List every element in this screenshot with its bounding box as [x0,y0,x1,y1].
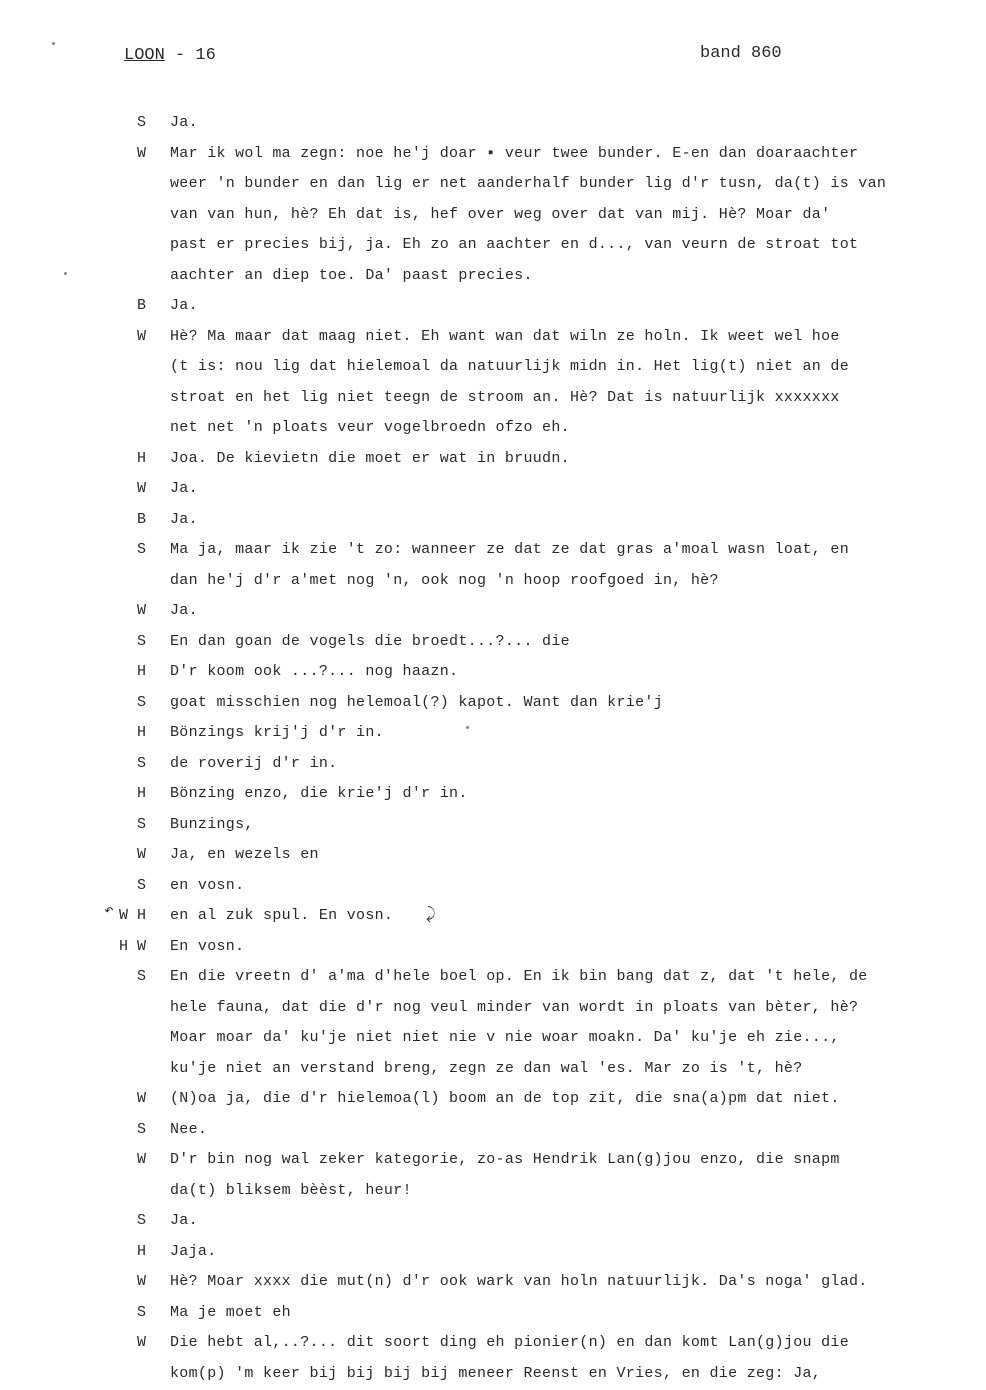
transcript-line [0,1237,986,1268]
transcript-line [0,993,986,1024]
speaker-label: S [136,1303,146,1321]
speaker-label: S [136,1212,146,1229]
utterance-text: En vosn. [170,937,245,955]
transcript-line [0,169,986,200]
utterance-text: Ma je moet eh [170,1303,291,1321]
utterance-text: net net 'n ploats veur vogelbroedn ofzo eh. [170,419,570,436]
transcript-line [0,749,986,780]
document-code: LOON [124,46,165,65]
tape-number: band 860 [700,44,782,63]
transcript-line [0,718,986,749]
transcript-line [0,810,986,841]
utterance-text: weer 'n bunder en dan lig er net aanderhalf bunder lig d'r tusn, da(t) is van [170,175,887,192]
transcript-line [0,139,986,170]
utterance-text: (N)oa ja, die d'r hielemoa(l) boom an de top zit, die sna(a)pm dat niet. [170,1090,840,1107]
speaker-label: W [136,602,146,619]
utterance-text: stroat en het lig niet teegn de stroom an. Hè? Dat is natuurlijk xxxxxxx [170,388,840,406]
transcript [0,108,986,1389]
transcript-line [0,627,986,658]
transcript-line [0,108,986,139]
speaker-label: S [136,876,146,894]
page-header-left [124,46,216,65]
transcript-line [0,322,986,353]
utterance-text: En die vreetn d' a'ma d'hele boel op. En ik bin bang dat z, dat 't hele, de [170,968,868,985]
speaker-label: H [136,724,146,741]
transcript-line [0,535,986,566]
transcript-line [0,566,986,597]
utterance-text: past er precies bij, ja. Eh zo an aachter en d..., van veurn de stroat tot [170,236,859,253]
transcript-line [0,1176,986,1207]
transcript-line [0,596,986,627]
speaker-label: H [136,449,146,467]
utterance-text: aachter an diep toe. Da' paast precies. [170,266,533,284]
speaker-label: W [136,144,146,162]
transcript-line [0,230,986,261]
transcript-line [0,1206,986,1237]
speaker-label: H [136,1242,146,1260]
transcript-line [0,1084,986,1115]
utterance-text: Nee. [170,1120,208,1138]
transcript-line [0,688,986,719]
transcript-line [0,840,986,871]
utterance-text: dan he'j d'r a'met nog 'n, ook nog 'n hoop roofgoed in, hè? [170,571,719,589]
transcript-line [0,200,986,231]
speaker-label: H [136,785,146,802]
speaker-label: W [136,327,146,345]
speaker-label: S [136,1120,146,1138]
transcript-line [0,779,986,810]
utterance-text: (t is: nou lig dat hielemoal da natuurlijk midn in. Het lig(t) niet an de [170,358,850,375]
utterance-text: Ja. [170,297,198,314]
speaker-label: S [136,968,146,985]
transcript-line [0,1054,986,1085]
utterance-text: en vosn. [170,876,245,894]
transcript-line [0,352,986,383]
utterance-text: Joa. De kievietn die moet er wat in bruudn. [170,449,570,467]
utterance-text: En dan goan de vogels die broedt...?... die [170,632,570,650]
speaker-label: B [136,297,146,314]
curved-arrow-left-icon: ↶ [104,902,114,920]
utterance-text: Jaja. [170,1242,217,1260]
speaker-label: W H [118,907,146,924]
transcript-line [0,962,986,993]
transcript-line [0,1298,986,1329]
page-number: - 16 [175,46,216,65]
transcript-line [0,444,986,475]
utterance-text: da(t) bliksem bèèst, heur! [170,1181,412,1199]
transcript-line [0,1359,986,1390]
speaker-label: W [136,846,146,863]
speaker-label: W [136,1273,146,1290]
utterance-text: van van hun, hè? Eh dat is, hef over weg over dat van mij. Hè? Moar da' [170,205,831,223]
utterance-text: Ja, en wezels en [170,846,319,863]
transcript-line [0,261,986,292]
utterance-text: Bönzing enzo, die krie'j d'r in. [170,785,468,802]
speaker-label: H [136,663,146,680]
utterance-text: goat misschien nog helemoal(?) kapot. Want dan krie'j [170,693,663,711]
curved-arrow-right-icon: ⤸ [426,906,436,924]
transcript-line [0,413,986,444]
utterance-text: Ja. [170,1212,198,1229]
utterance-text: en al zuk spul. En vosn. [170,907,394,924]
transcript-line [0,1328,986,1359]
transcript-line [0,291,986,322]
speaker-label: S [136,815,146,833]
transcript-line [0,1145,986,1176]
utterance-text: Hè? Ma maar dat maag niet. Eh want wan dat wiln ze holn. Ik weet wel hoe [170,327,840,345]
speaker-label: S [136,632,146,650]
transcript-line [0,1115,986,1146]
utterance-text: Ja. [170,602,198,619]
utterance-text: Bunzings, [170,815,254,833]
transcript-line [0,1023,986,1054]
utterance-text: Ma ja, maar ik zie 't zo: wanneer ze dat ze dat gras a'moal wasn loat, en [170,541,850,558]
transcript-line [0,474,986,505]
speaker-label: W [136,1090,146,1107]
speaker-label: S [136,693,146,711]
speaker-label: B [136,510,146,528]
utterance-text: hele fauna, dat die d'r nog veul minder van wordt in ploats van bèter, hè? [170,998,859,1016]
utterance-text: Bönzings krij'j d'r in. [170,724,384,741]
transcript-line [0,901,986,932]
utterance-text: Moar moar da' ku'je niet niet nie v nie woar moakn. Da' ku'je eh zie..., [170,1029,840,1046]
speaker-label: S [136,541,146,558]
transcript-line [0,871,986,902]
speaker-label: H W [118,937,146,955]
utterance-text: Ja. [170,114,198,131]
transcript-line [0,1267,986,1298]
utterance-text: D'r koom ook ...?... nog haazn. [170,663,459,680]
speaker-label: W [136,1151,146,1168]
transcript-line [0,383,986,414]
utterance-text: Ja. [170,510,198,528]
speaker-label: S [136,114,146,131]
utterance-text: D'r bin nog wal zeker kategorie, zo-as Hendrik Lan(g)jou enzo, die snapm [170,1151,840,1168]
speaker-label: W [136,480,146,497]
speaker-label: S [136,754,146,772]
utterance-text: Hè? Moar xxxx die mut(n) d'r ook wark van holn natuurlijk. Da's noga' glad. [170,1273,868,1290]
transcript-line [0,657,986,688]
speaker-label: W [136,1334,146,1351]
utterance-text: kom(p) 'm keer bij bij bij bij meneer Reenst en Vries, en die zeg: Ja, [170,1364,822,1382]
utterance-text: ku'je niet an verstand breng, zegn ze dan wal 'es. Mar zo is 't, hè? [170,1059,803,1077]
transcript-line [0,932,986,963]
utterance-text: Ja. [170,480,198,497]
utterance-text: Mar ik wol ma zegn: noe he'j doar ▪ veur twee bunder. E-en dan doaraachter [170,144,859,162]
utterance-text: Die hebt al,..?... dit soort ding eh pionier(n) en dan komt Lan(g)jou die [170,1334,850,1351]
scan-speck [52,42,55,45]
utterance-text: de roverij d'r in. [170,754,338,772]
transcript-line [0,505,986,536]
